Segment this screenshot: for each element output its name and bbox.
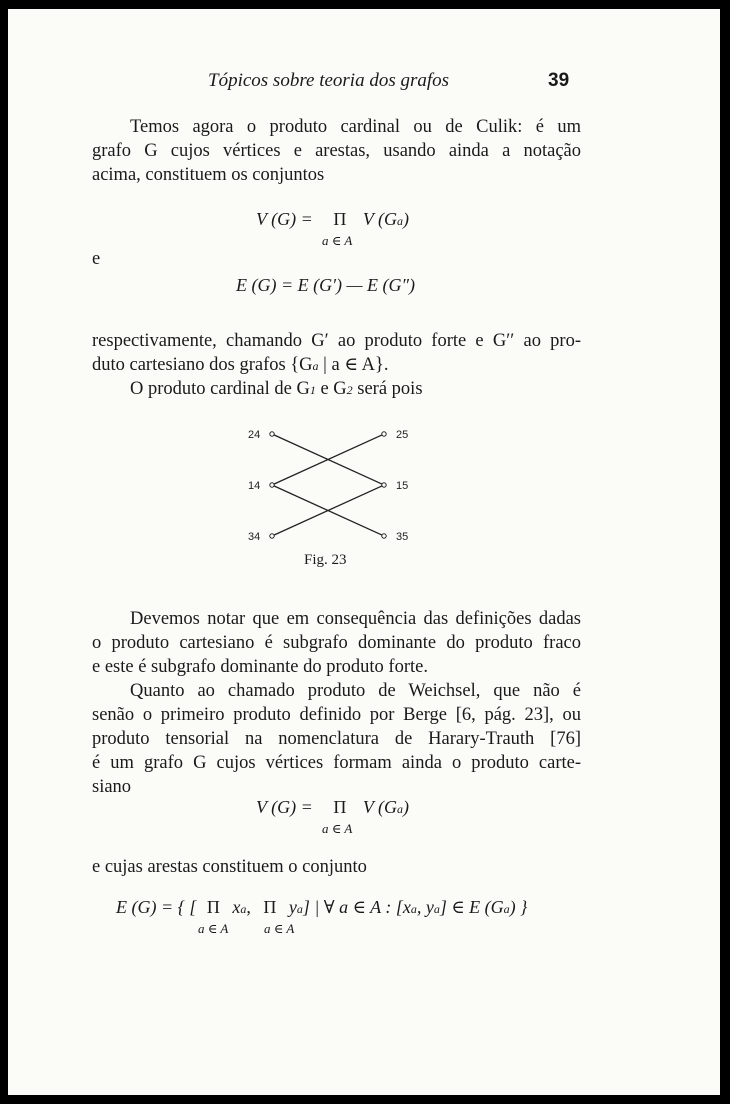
- formula-vertex-index: a ∈ A: [322, 233, 353, 248]
- formula-index-2: a ∈ A: [264, 921, 295, 936]
- vertex-15: [382, 483, 386, 487]
- para3-line3: e este é subgrafo dominante do produto forte.: [92, 657, 428, 677]
- label-14: 14: [248, 480, 261, 492]
- vertex-25: [382, 432, 386, 436]
- connector-e: e: [92, 249, 101, 269]
- page: [8, 9, 720, 1095]
- label-24: 24: [248, 429, 261, 441]
- para4-line3: produto tensorial na nomenclatura de Harary-Trauth [76]: [92, 729, 581, 749]
- para1-line3: acima, constituem os conjuntos: [92, 165, 325, 185]
- para3-line1: Devemos notar que em consequência das definições dadas: [130, 609, 581, 629]
- formula-edge-set: E (G) = E (G′) — E (G″): [236, 275, 416, 295]
- formula-vertex-set-2: V (G) = Π V (Ga): [256, 797, 409, 817]
- para4-line1: Quanto ao chamado produto de Weichsel, que não é: [130, 681, 581, 701]
- para2-line2: duto cartesiano dos grafos {Ga | a ∈ A}.: [92, 355, 389, 375]
- vertex-34: [270, 534, 274, 538]
- formula-edge-set-weichsel: E (G) = { [ Π xa, Π ya] | ∀ a ∈ A : [xa, ya] ∈ E (Ga) }: [116, 897, 528, 917]
- formula-vertex-index-2: a ∈ A: [322, 821, 353, 836]
- para5: e cujas arestas constituem o conjunto: [92, 857, 367, 877]
- para1-line1: Temos agora o produto cardinal ou de Culik: é um: [130, 117, 581, 137]
- para4-line4: é um grafo G cujos vértices formam ainda o produto carte-: [92, 753, 581, 773]
- running-head: Tópicos sobre teoria dos grafos: [208, 70, 450, 91]
- label-15: 15: [396, 480, 409, 492]
- label-34: 34: [248, 531, 261, 543]
- page-number: 39: [548, 70, 570, 91]
- vertex-35: [382, 534, 386, 538]
- label-25: 25: [396, 429, 409, 441]
- label-35: 35: [396, 531, 409, 543]
- formula-index-1: a ∈ A: [198, 921, 229, 936]
- para2-line1: respectivamente, chamando G′ ao produto forte e G′′ ao pro-: [92, 331, 581, 351]
- para3-line2: o produto cartesiano é subgrafo dominante do produto fraco: [92, 633, 581, 653]
- para2-line3: O produto cardinal de G1 e G2 será pois: [130, 379, 423, 399]
- para4-line5: siano: [92, 777, 132, 797]
- figure-caption: Fig. 23: [304, 552, 347, 568]
- vertex-24: [270, 432, 274, 436]
- formula-vertex-set: V (G) = Π V (Ga): [256, 209, 409, 229]
- vertex-14: [270, 483, 274, 487]
- para1-line2: grafo G cujos vértices e arestas, usando ainda a notação: [92, 141, 581, 161]
- para4-line2: senão o primeiro produto definido por Berge [6, pág. 23], ou: [92, 705, 581, 725]
- figure-23-graph: [238, 424, 438, 554]
